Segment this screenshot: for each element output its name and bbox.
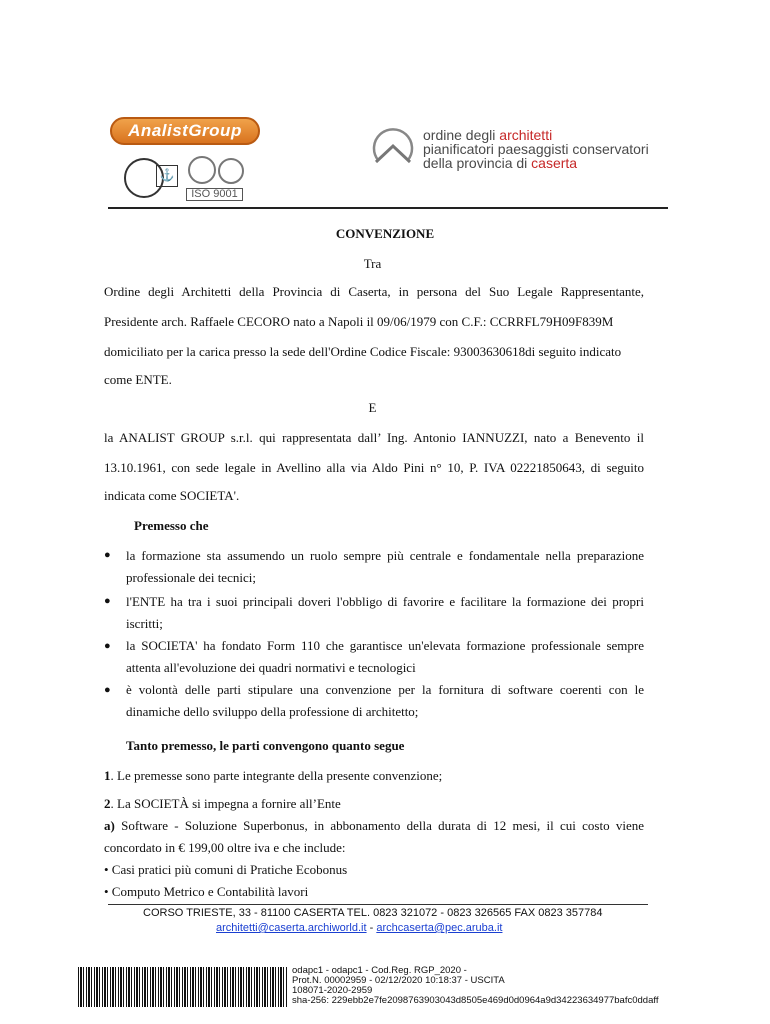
analist-group-logo: AnalistGroup bbox=[110, 117, 260, 145]
premise-line: professionale dei tecnici; bbox=[126, 570, 256, 585]
clause-1: 1. Le premesse sono parte integrante della presente convenzione; bbox=[104, 768, 443, 783]
premise-line: iscritti; bbox=[126, 616, 163, 631]
clause-2: 2. La SOCIETÀ si impegna a fornire all’Ente bbox=[104, 796, 341, 811]
include-item: • Computo Metrico e Contabilità lavori bbox=[104, 884, 309, 899]
premise-line: attenta all'evoluzione dei quadri normativi e tecnologici bbox=[126, 660, 416, 675]
email-link[interactable]: architetti@caserta.archiworld.it bbox=[216, 922, 367, 934]
header-divider bbox=[108, 207, 668, 209]
premise-line: la SOCIETA' ha fondato Form 110 che garantisce un'elevata formazione professionale sempre bbox=[126, 638, 644, 653]
iso-9001-badge: ISO 9001 bbox=[186, 188, 243, 201]
party2-line: indicata come SOCIETA'. bbox=[104, 488, 240, 503]
footer-address: CORSO TRIESTE, 33 - 81100 CASERTA TEL. 0823 321072 - 0823 326565 FAX 0823 357784 bbox=[143, 907, 603, 919]
e-label: E bbox=[368, 400, 377, 415]
party1-line: Ordine degli Architetti della Provincia di Caserta, in persona del Suo Legale Rappresentante, bbox=[104, 284, 644, 299]
anchor-icon: ⚓ bbox=[156, 165, 178, 187]
ordine-line-2: pianificatori paesaggisti conservatori bbox=[423, 141, 649, 157]
protocol-line: sha-256: 229ebb2e7fe2098763903043d8505e469d0d0964a9d34223634977bafc0ddaff bbox=[292, 995, 659, 1006]
ordine-mountain-icon bbox=[370, 126, 416, 172]
document-title: CONVENZIONE bbox=[335, 226, 435, 241]
pec-link[interactable]: archcaserta@pec.aruba.it bbox=[376, 922, 503, 934]
bullet-icon: ● bbox=[104, 549, 111, 561]
bullet-icon: ● bbox=[104, 595, 111, 607]
protocol-line: odapc1 - odapc1 - Cod.Reg. RGP_2020 - bbox=[292, 965, 467, 976]
premesso-heading: Premesso che bbox=[134, 518, 209, 533]
tra-label: Tra bbox=[363, 256, 382, 271]
premise-line: l'ENTE ha tra i suoi principali doveri l'obbligo di favorire e facilitare la formazione dei propri bbox=[126, 594, 644, 609]
clause-2a-line: concordato in € 199,00 oltre iva e che include: bbox=[104, 840, 346, 855]
clause-2a-line: a) Software - Soluzione Superbonus, in abbonamento della durata di 12 mesi, il cui costo viene bbox=[104, 818, 644, 833]
party1-line: Presidente arch. Raffaele CECORO nato a Napoli il 09/06/1979 con C.F.: CCRRFL79H09F839M bbox=[104, 314, 614, 329]
bullet-icon: ● bbox=[104, 640, 111, 652]
iqnet-icon bbox=[218, 158, 244, 184]
tanto-heading: Tanto premesso, le parti convengono quanto segue bbox=[126, 738, 405, 753]
ordine-line-1: ordine degli architetti bbox=[423, 127, 553, 143]
barcode bbox=[78, 967, 288, 1007]
bullet-icon: ● bbox=[104, 684, 111, 696]
protocol-line: Prot.N. 00002959 - 02/12/2020 10:18:37 - USCITA bbox=[292, 975, 505, 986]
footer-divider bbox=[108, 904, 648, 905]
protocol-line: 108071-2020-2959 bbox=[292, 985, 373, 996]
party1-line: domiciliato per la carica presso la sede dell'Ordine Codice Fiscale: 93003630618di seguito indicato bbox=[104, 344, 622, 359]
include-item: • Casi pratici più comuni di Pratiche Ecobonus bbox=[104, 862, 348, 877]
premise-line: dinamiche dello sviluppo della professione di architetto; bbox=[126, 704, 419, 719]
qs-icon bbox=[188, 156, 216, 184]
premise-line: la formazione sta assumendo un ruolo sempre più centrale e fondamentale nella preparazione bbox=[126, 548, 644, 563]
footer-contacts: architetti@caserta.archiworld.it - archcaserta@pec.aruba.it bbox=[216, 922, 503, 934]
premise-line: è volontà delle parti stipulare una convenzione per la fornitura di software coerenti con le bbox=[126, 682, 644, 697]
party2-line: 13.10.1961, con sede legale in Avellino alla via Aldo Pini n° 10, P. IVA 02221850643, di seguito bbox=[104, 460, 644, 475]
party1-line: come ENTE. bbox=[104, 372, 172, 387]
ordine-line-3: della provincia di caserta bbox=[423, 155, 578, 171]
party2-line: la ANALIST GROUP s.r.l. qui rappresentata dall’ Ing. Antonio IANNUZZI, nato a Benevento il bbox=[104, 430, 644, 445]
